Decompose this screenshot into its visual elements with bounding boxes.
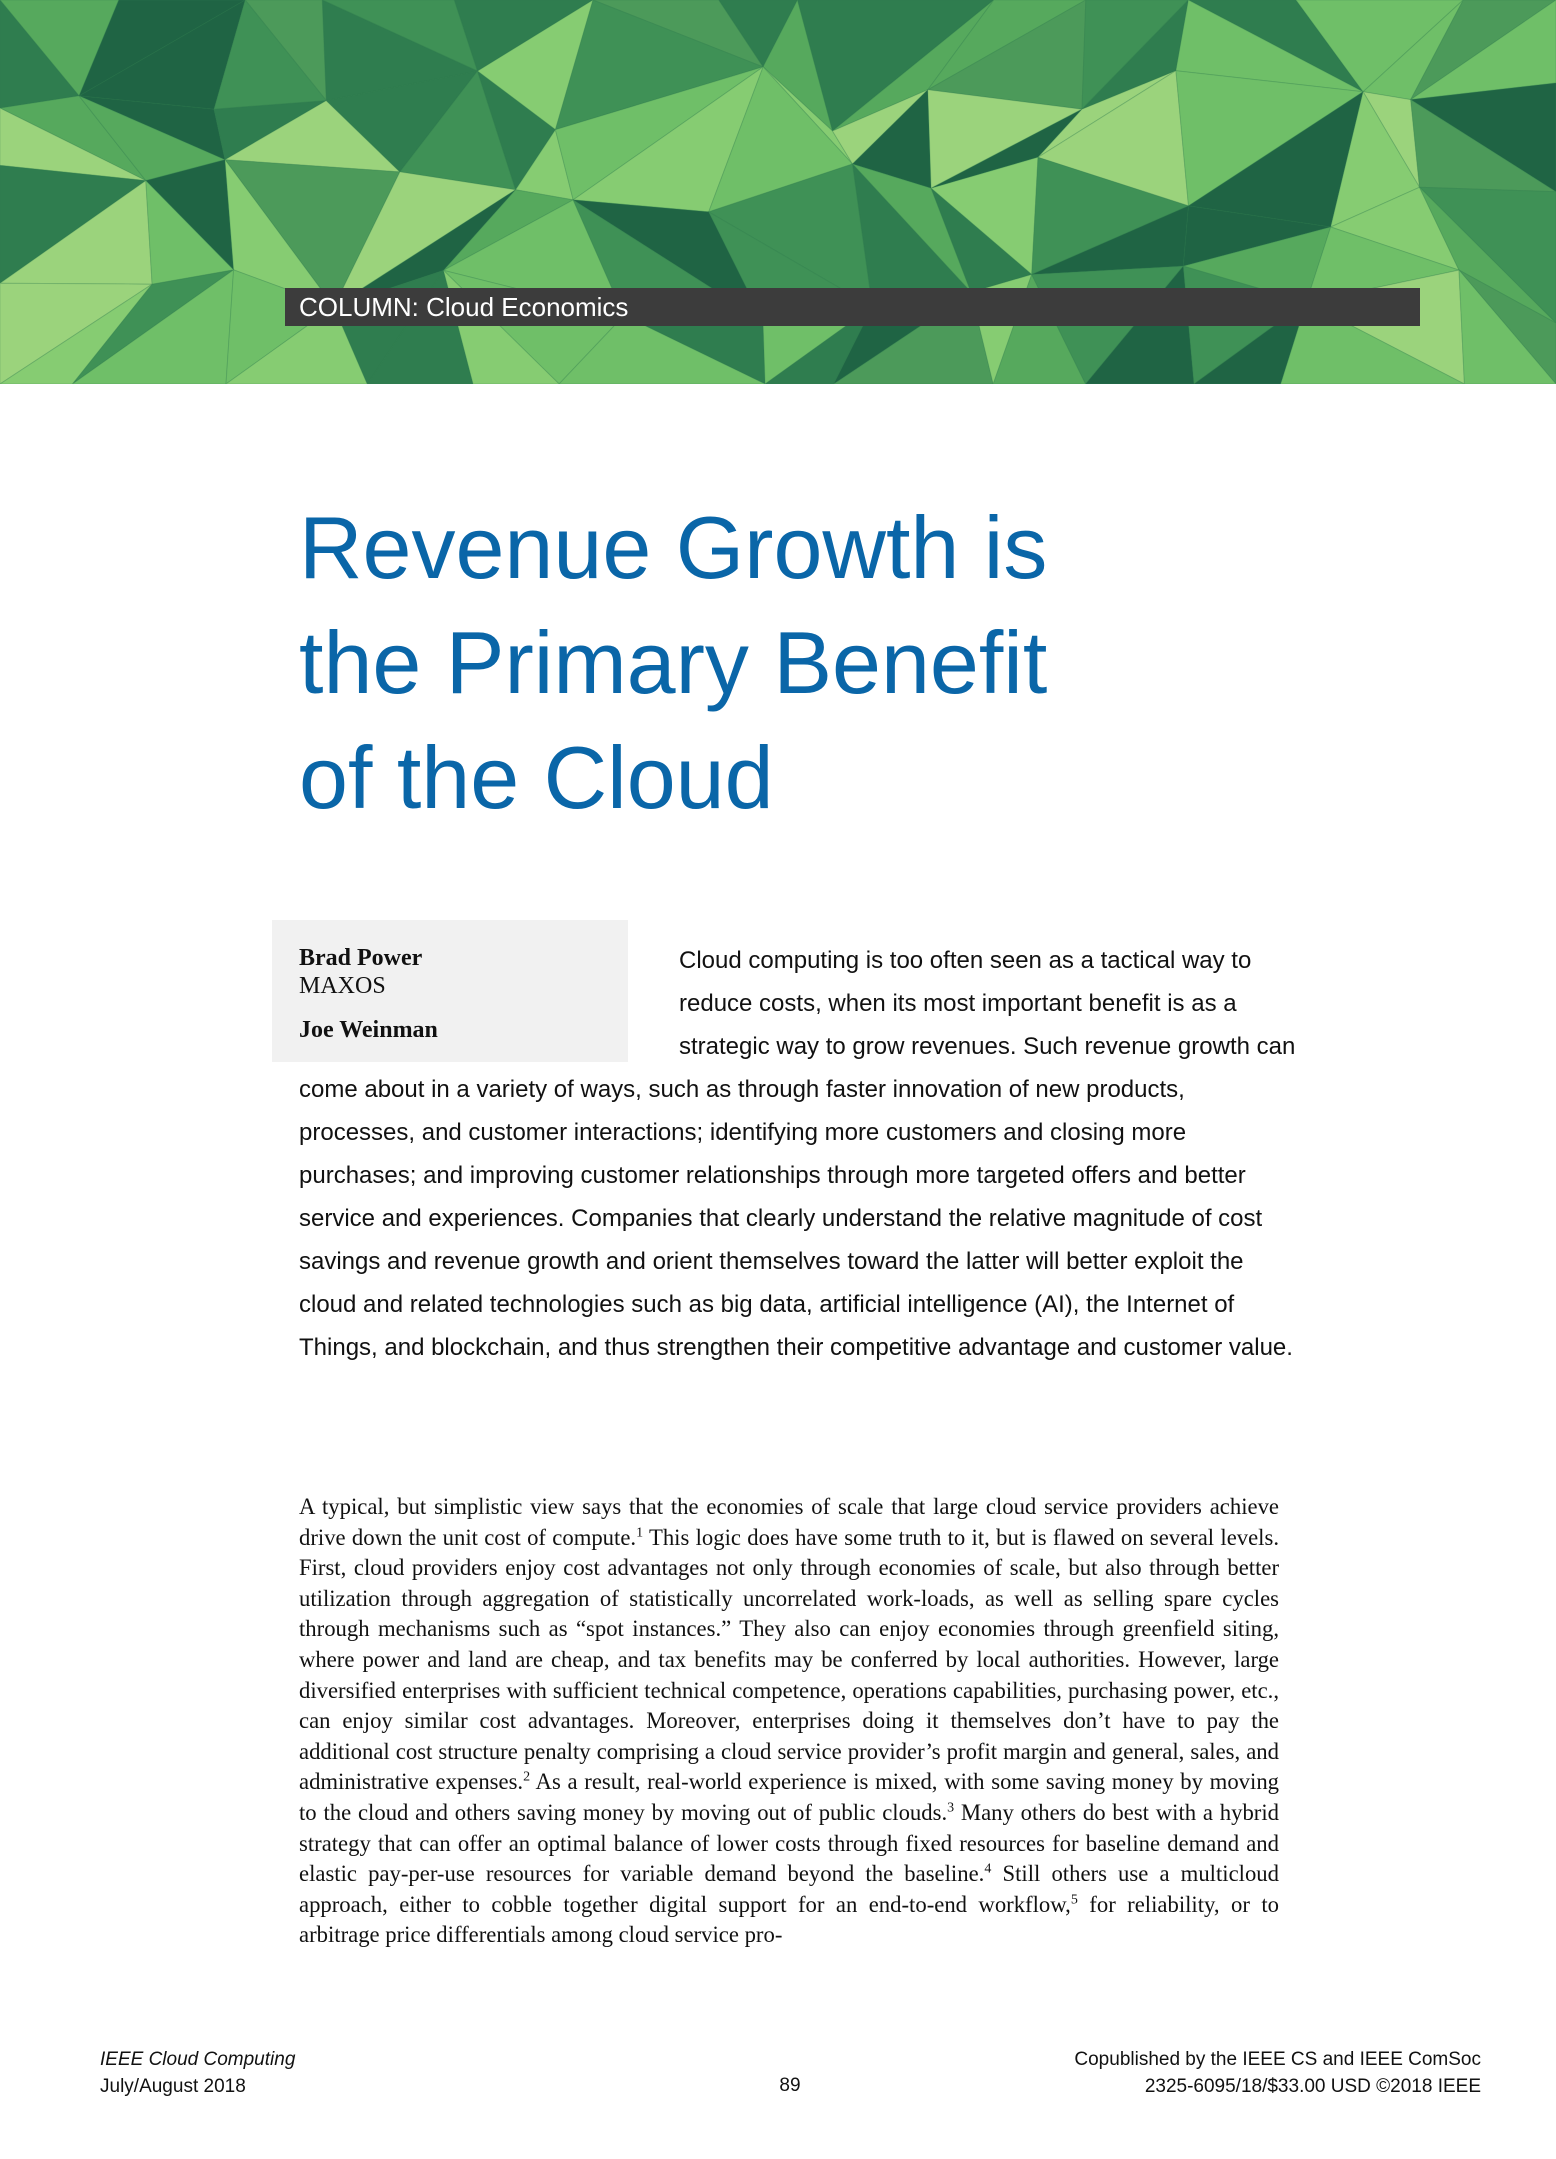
body-text-segment: for reliability, or to arbitrage price differentials among cloud service pro- bbox=[299, 1891, 1280, 1948]
footer-left bbox=[100, 2046, 295, 2100]
page-number: 89 bbox=[779, 2075, 801, 2096]
journal-name: IEEE Cloud Computing bbox=[100, 2049, 296, 2070]
reference-marker[interactable]: 1 bbox=[636, 1525, 644, 1541]
body-text-segment: Still others use a multicloud approach, either to cobble together digital support for an end-to-end workflow, bbox=[299, 1861, 1279, 1917]
copublished-note: Copublished by the IEEE CS and IEEE ComSoc bbox=[1074, 2049, 1481, 2070]
reference-marker[interactable]: 4 bbox=[984, 1861, 992, 1877]
reference-marker[interactable]: 5 bbox=[1070, 1892, 1078, 1908]
author-name: Brad Power bbox=[299, 945, 423, 971]
body-text-segment: Many others do best with a hybrid strategy that can offer an optimal balance of lower costs through fixed resources for baseline demand and elastic pay-per-use resources for variable demand beyond the baseline. bbox=[299, 1799, 1280, 1887]
author-affiliation: MAXOS bbox=[299, 973, 386, 999]
body-text-segment: This logic does have some truth to it, but is flawed on several levels. First, cloud providers enjoy cost advantages not only through economies of scale, but also through better utilization through aggregation of statistically uncorrelated work-loads, as well as selling spare cycles through mechanisms such as “spot instances.” They also can enjoy economies through greenfield siting, where power and land are cheap, and tax benefits may be conferred by local authorities. However, large diversified enterprises with sufficient technical competence, operations capabilities, purchasing power, etc., can enjoy similar cost advantages. Moreover, enterprises doing it themselves don’t have to pay the additional cost structure penalty comprising a cloud service provider’s profit margin and general, sales, and administrative expenses. bbox=[299, 1524, 1279, 1795]
column-label: COLUMN: Cloud Economics bbox=[285, 288, 1420, 326]
issue-date: July/August 2018 bbox=[100, 2076, 246, 2097]
title-line: of the Cloud bbox=[299, 728, 774, 827]
body-paragraph bbox=[299, 1492, 1279, 1951]
abstract bbox=[299, 939, 1299, 1369]
author-name: Joe Weinman bbox=[299, 1017, 438, 1043]
footer-right bbox=[1074, 2046, 1481, 2100]
body-text-segment: As a result, real-world experience is mixed, with some saving money by moving to the cloud and others saving money by moving out of public clouds. bbox=[299, 1769, 1280, 1825]
abstract-text: Cloud computing is too often seen as a tactical way to reduce costs, when its most important benefit is as a strategic way to grow revenues. Such revenue growth can come about in a variety of ways, such as through faster innovation of new products, processes, and customer interactions; identifying more customers and closing more purchases; and improving customer relationships through more targeted offers and better service and experiences. Companies that clearly understand the relative magnitude of cost savings and revenue growth and orient themselves toward the latter will better exploit the cloud and related technologies such as big data, artificial intelligence (AI), the Internet of Things, and blockchain, and thus strengthen their competitive advantage and customer value. bbox=[299, 947, 1296, 1361]
copyright-note: 2325-6095/18/$33.00 USD ©2018 IEEE bbox=[1144, 2076, 1481, 2097]
body-text-segment: A typical, but simplistic view says that the economies of scale that large cloud service providers achieve drive down the unit cost of compute. bbox=[299, 1494, 1279, 1550]
reference-marker[interactable]: 3 bbox=[947, 1800, 955, 1816]
banner-polygon-art bbox=[0, 0, 1556, 384]
article-title bbox=[299, 490, 1299, 835]
reference-marker[interactable]: 2 bbox=[523, 1769, 531, 1785]
header-banner bbox=[0, 0, 1556, 384]
title-line: Revenue Growth is bbox=[299, 498, 1048, 597]
title-line: the Primary Benefit bbox=[299, 613, 1048, 712]
